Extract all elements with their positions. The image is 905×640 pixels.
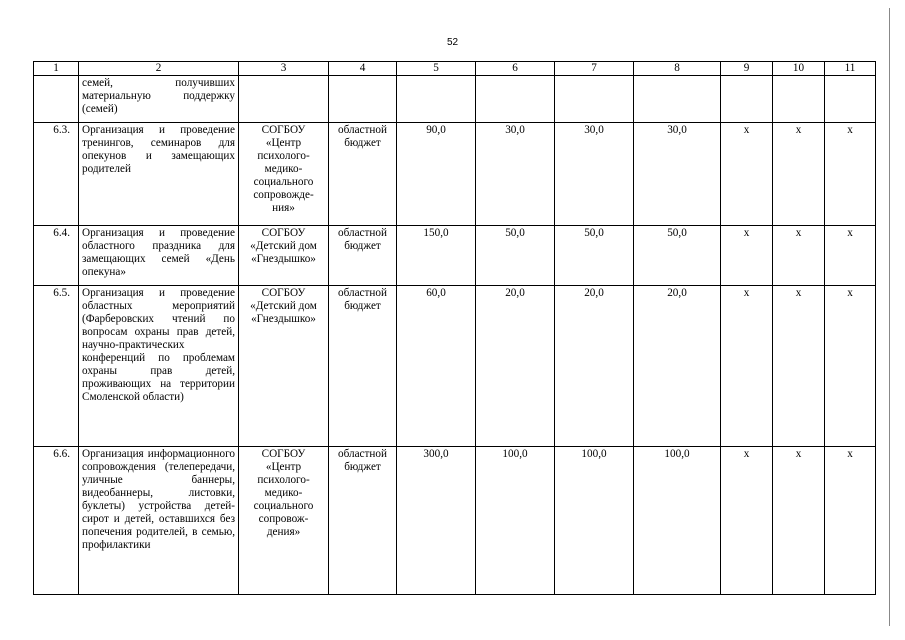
col-9-value: х — [721, 123, 773, 226]
year-2-amount: 100,0 — [555, 447, 634, 595]
activity-name: семей, получивших материальную поддержку (семей) — [79, 76, 239, 123]
activity-name: Организация и проведение тренингов, семинаров для опекунов и замещающих родителей — [79, 123, 239, 226]
executor — [239, 76, 329, 123]
column-header: 3 — [239, 62, 329, 76]
activity-name: Организация информационного сопровождения (телепередачи, уличные баннеры, видеобаннеры, листовки, буклеты) устройства детей-сирот и детей, оставшихся без попечения родителей, в семью, профилактики — [79, 447, 239, 595]
page-edge-line — [889, 8, 890, 626]
table-row — [34, 447, 876, 595]
column-header: 9 — [721, 62, 773, 76]
year-1-amount — [476, 76, 555, 123]
funding-source — [329, 76, 397, 123]
col-9-value: х — [721, 226, 773, 286]
column-header: 8 — [634, 62, 721, 76]
funding-source: областной бюджет — [329, 447, 397, 595]
col-9-value: х — [721, 447, 773, 595]
funding-source: областной бюджет — [329, 286, 397, 447]
year-3-amount: 50,0 — [634, 226, 721, 286]
column-header: 5 — [397, 62, 476, 76]
table-row — [34, 123, 876, 226]
col-9-value — [721, 76, 773, 123]
column-header: 1 — [34, 62, 79, 76]
year-3-amount: 100,0 — [634, 447, 721, 595]
activity-name: Организация и проведение областного праздника для замещающих семей «День опекуна» — [79, 226, 239, 286]
year-1-amount: 30,0 — [476, 123, 555, 226]
executor: СОГБОУ «Детский дом «Гнездышко» — [239, 286, 329, 447]
year-2-amount — [555, 76, 634, 123]
total-amount: 90,0 — [397, 123, 476, 226]
col-9-value: х — [721, 286, 773, 447]
executor: СОГБОУ «Детский дом «Гнездышко» — [239, 226, 329, 286]
item-number: 6.4. — [34, 226, 79, 286]
total-amount: 60,0 — [397, 286, 476, 447]
funding-source: областной бюджет — [329, 123, 397, 226]
item-number — [34, 76, 79, 123]
column-header: 7 — [555, 62, 634, 76]
table-row — [34, 286, 876, 447]
funding-source: областной бюджет — [329, 226, 397, 286]
year-1-amount: 100,0 — [476, 447, 555, 595]
total-amount — [397, 76, 476, 123]
page-number: 52 — [446, 37, 459, 48]
col-10-value: х — [773, 123, 825, 226]
col-10-value — [773, 76, 825, 123]
col-11-value: х — [825, 123, 876, 226]
year-3-amount: 30,0 — [634, 123, 721, 226]
col-11-value: х — [825, 226, 876, 286]
table-row — [34, 226, 876, 286]
column-header: 2 — [79, 62, 239, 76]
year-1-amount: 50,0 — [476, 226, 555, 286]
table-row — [34, 76, 876, 123]
column-header: 11 — [825, 62, 876, 76]
year-3-amount: 20,0 — [634, 286, 721, 447]
total-amount: 300,0 — [397, 447, 476, 595]
col-11-value: х — [825, 447, 876, 595]
year-1-amount: 20,0 — [476, 286, 555, 447]
column-header: 10 — [773, 62, 825, 76]
col-10-value: х — [773, 447, 825, 595]
year-2-amount: 30,0 — [555, 123, 634, 226]
year-2-amount: 20,0 — [555, 286, 634, 447]
column-number-row — [34, 62, 876, 76]
col-11-value: х — [825, 286, 876, 447]
executor: СОГБОУ «Центр психолого- медико- социального сопровож- дения» — [239, 447, 329, 595]
col-11-value — [825, 76, 876, 123]
program-activities-table — [33, 61, 876, 595]
year-2-amount: 50,0 — [555, 226, 634, 286]
activity-name: Организация и проведение областных мероприятий (Фарберовских чтений по вопросам охраны прав детей, научно-практических конференций по проблемам охраны прав детей, проживающих на территории Смоленской области) — [79, 286, 239, 447]
column-header: 4 — [329, 62, 397, 76]
item-number: 6.5. — [34, 286, 79, 447]
total-amount: 150,0 — [397, 226, 476, 286]
col-10-value: х — [773, 286, 825, 447]
column-header: 6 — [476, 62, 555, 76]
item-number: 6.6. — [34, 447, 79, 595]
year-3-amount — [634, 76, 721, 123]
item-number: 6.3. — [34, 123, 79, 226]
executor: СОГБОУ «Центр психолого- медико- социального сопровожде- ния» — [239, 123, 329, 226]
col-10-value: х — [773, 226, 825, 286]
